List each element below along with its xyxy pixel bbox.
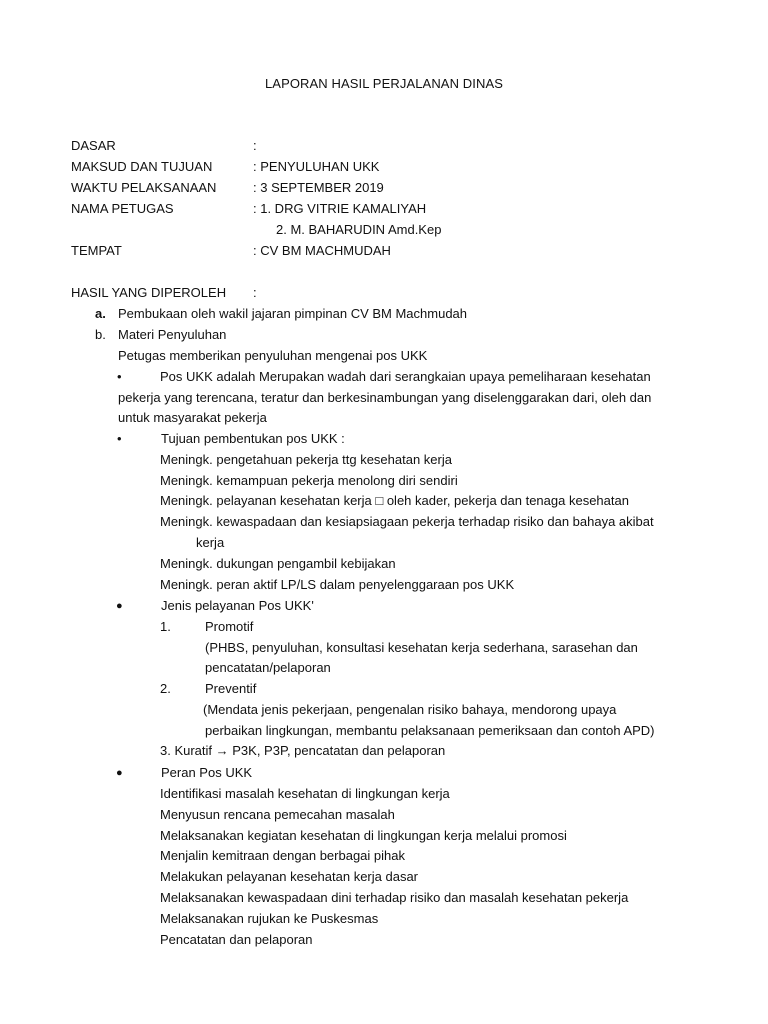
peran-item: Pencatatan dan pelaporan	[160, 932, 313, 947]
hasil-item-b: Materi Penyuluhan	[118, 327, 227, 342]
field-value-waktu: : 3 SEPTEMBER 2019	[253, 180, 384, 195]
field-value-nama-1: : 1. DRG VITRIE KAMALIYAH	[253, 201, 427, 216]
field-label-waktu: WAKTU PELAKSANAAN	[71, 180, 217, 195]
field-label-tempat: TEMPAT	[71, 243, 122, 258]
tujuan-item: Meningk. pelayanan kesehatan kerja □ oleh kader, pekerja dan tenaga kesehatan	[160, 493, 629, 508]
hasil-item-a: Pembukaan oleh wakil jajaran pimpinan CV BM Machmudah	[118, 306, 468, 321]
peran-item: Identifikasi masalah kesehatan di lingkungan kerja	[160, 786, 450, 801]
jenis-number-1: 1.	[160, 619, 171, 634]
jenis-preventif: Preventif	[205, 681, 257, 696]
penyuluhan-intro: Petugas memberikan penyuluhan mengenai pos UKK	[118, 348, 428, 363]
peran-item: Melaksanakan kewaspadaan dini terhadap risiko dan masalah kesehatan pekerja	[160, 890, 629, 905]
bullet-jenis: ●	[116, 600, 123, 612]
jenis-promotif-desc-2: pencatatan/pelaporan	[205, 660, 331, 675]
peran-heading: Peran Pos UKK	[161, 765, 253, 780]
field-value-maksud: : PENYULUHAN UKK	[253, 159, 380, 174]
field-value-tempat: : CV BM MACHMUDAH	[253, 243, 391, 258]
tujuan-item: Meningk. pengetahuan pekerja ttg kesehatan kerja	[160, 452, 452, 467]
pos-ukk-line-2: pekerja yang terencana, teratur dan berkesinambungan yang diselenggarakan dari, oleh dan	[118, 390, 652, 405]
bullet-peran: ●	[116, 767, 123, 779]
tujuan-item: Meningk. peran aktif LP/LS dalam penyelenggaraan pos UKK	[160, 577, 515, 592]
page-title: LAPORAN HASIL PERJALANAN DINAS	[264, 76, 504, 91]
peran-item: Menyusun rencana pemecahan masalah	[160, 807, 395, 822]
tujuan-item: Meningk. dukungan pengambil kebijakan	[160, 556, 396, 571]
tujuan-item-continued: kerja	[196, 535, 225, 550]
list-marker-b: b.	[95, 327, 106, 342]
field-value-dasar: :	[253, 138, 257, 153]
peran-item: Melaksanakan kegiatan kesehatan di lingkungan kerja melalui promosi	[160, 828, 567, 843]
field-label-nama: NAMA PETUGAS	[71, 201, 174, 216]
jenis-preventif-desc-2: perbaikan lingkungan, membantu pelaksanaan pemeriksaan dan contoh APD)	[205, 723, 655, 738]
list-marker-a: a.	[95, 306, 106, 321]
jenis-kuratif: 3. Kuratif → P3K, P3P, pencatatan dan pelaporan	[160, 743, 446, 758]
pos-ukk-line-1: Pos UKK adalah Merupakan wadah dari serangkaian upaya pemeliharaan kesehatan	[160, 369, 651, 384]
tujuan-item: Meningk. kewaspadaan dan kesiapsiagaan pekerja terhadap risiko dan bahaya akibat	[160, 514, 654, 529]
field-label-dasar: DASAR	[71, 138, 116, 153]
jenis-number-2: 2.	[160, 681, 171, 696]
field-label-maksud: MAKSUD DAN TUJUAN	[71, 159, 213, 174]
jenis-heading: Jenis pelayanan Pos UKK'	[161, 598, 314, 613]
pos-ukk-line-3: untuk masyarakat pekerja	[118, 410, 267, 425]
jenis-promotif-desc-1: (PHBS, penyuluhan, konsultasi kesehatan kerja sederhana, sarasehan dan	[205, 640, 638, 655]
peran-item: Melakukan pelayanan kesehatan kerja dasar	[160, 869, 419, 884]
jenis-preventif-desc-1: (Mendata jenis pekerjaan, pengenalan risiko bahaya, mendorong upaya	[203, 702, 617, 717]
field-value-nama-2: 2. M. BAHARUDIN Amd.Kep	[276, 222, 442, 237]
bullet-tujuan: •	[117, 431, 122, 446]
tujuan-heading: Tujuan pembentukan pos UKK :	[161, 431, 345, 446]
hasil-colon: :	[253, 285, 257, 300]
jenis-promotif: Promotif	[205, 619, 254, 634]
bullet-pos-ukk: •	[117, 369, 122, 384]
peran-item: Menjalin kemitraan dengan berbagai pihak	[160, 848, 405, 863]
tujuan-item: Meningk. kemampuan pekerja menolong diri sendiri	[160, 473, 458, 488]
peran-item: Melaksanakan rujukan ke Puskesmas	[160, 911, 379, 926]
hasil-label: HASIL YANG DIPEROLEH	[71, 285, 227, 300]
